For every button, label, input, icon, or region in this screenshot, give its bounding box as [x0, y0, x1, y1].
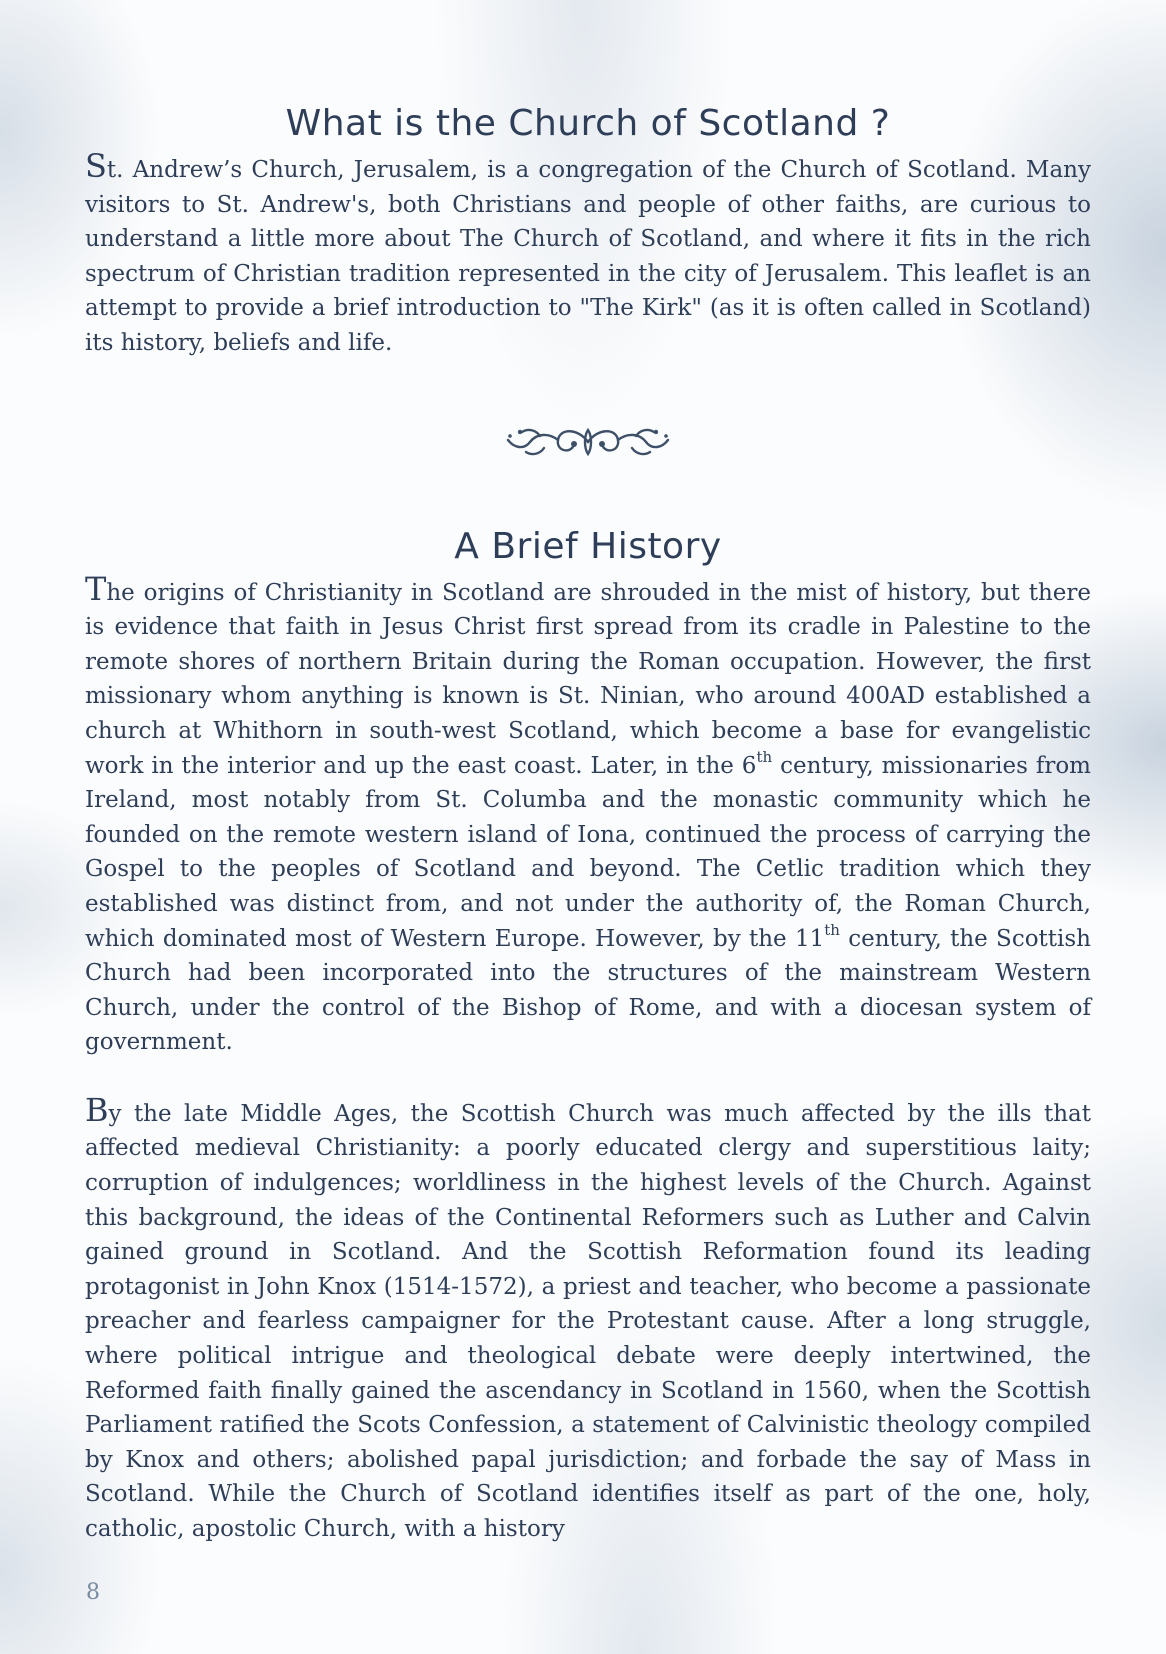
section-church-of-scotland [85, 100, 1091, 361]
ornament-divider [85, 361, 1091, 523]
history-text-part3: century, the Scottish Church had been incorporated into the structures of the mainstream Western Church, under the control of the Bishop of Rome, and with a diocesan system of government. [85, 925, 1091, 1056]
intro-text: t. Andrew’s Church, Jerusalem, is a congregation of the Church of Scotland. Many visitors to St. Andrew's, both Christians and people of other faiths, are curious to understand a little more about The Church of Scotland, and where it fits in the rich spectrum of Christian tradition represented in the city of Jerusalem. This leaflet is an attempt to provide a brief introduction to "The Kirk" (as it is often called in Scotland) its history, beliefs and life. [85, 157, 1091, 356]
superscript: th [824, 920, 840, 939]
page-number: 8 [86, 1580, 100, 1605]
floral-divider-icon [504, 422, 672, 462]
history-text: y the late Middle Ages, the Scottish Church was much affected by the ills that affected medieval Christianity: a poorly educated clergy and superstitious laity; corruption of indulgences; worldliness in the highest levels of the Church. Against this background, the ideas of the Continental Reformers such as Luther and Calvin gained ground in Scotland. And the Scottish Reformation found its leading protagonist in John Knox (1514-1572), a priest and teacher, who become a passionate preacher and fearless campaigner for the Protestant cause. After a long struggle, where political intrigue and theological debate were deeply intertwined, the Reformed faith finally gained the ascendancy in Scotland in 1560, when the Scottish Parliament ratified the Scots Confession, a statement of Calvinistic theology compiled by Knox and others; abolished papal jurisdiction; and forbade the say of Mass in Scotland. While the Church of Scotland identifies itself as part of the one, holy, catholic, apostolic Church, with a history [85, 1100, 1091, 1542]
superscript: th [756, 747, 773, 766]
history-paragraph-1 [85, 569, 1091, 1060]
history-paragraph-2 [85, 1090, 1091, 1547]
section-title-brief-history: A Brief History [454, 525, 722, 567]
page-content [85, 100, 1091, 1547]
section-title-church-of-scotland: What is the Church of Scotland ? [285, 103, 891, 144]
drop-cap: S [85, 147, 107, 185]
section-brief-history [85, 523, 1091, 1547]
history-text-part2: century, missionaries from Ireland, most notably from St. Columba and the monastic community which he founded on the remote western island of Iona, continued the process of carrying the Gospel to the peoples of Scotland and beyond. The Cetlic tradition which they established was distinct from, and not under the authority of, the Roman Church, which dominated most of Western Europe. However, by the 11 [85, 752, 1091, 952]
intro-paragraph [85, 147, 1091, 361]
history-text-part1: he origins of Christianity in Scotland are shrouded in the mist of history, but there is evidence that faith in Jesus Christ first spread from its cradle in Palestine to the remote shores of northern Britain during the Roman occupation. However, the first missionary whom anything is known is St. Ninian, who around 400AD established a church at Whithorn in south-west Scotland, which become a base for evangelistic work in the interior and up the east coast. Later, in the 6 [85, 579, 1091, 779]
drop-cap: T [85, 569, 107, 608]
drop-cap: B [85, 1090, 109, 1129]
